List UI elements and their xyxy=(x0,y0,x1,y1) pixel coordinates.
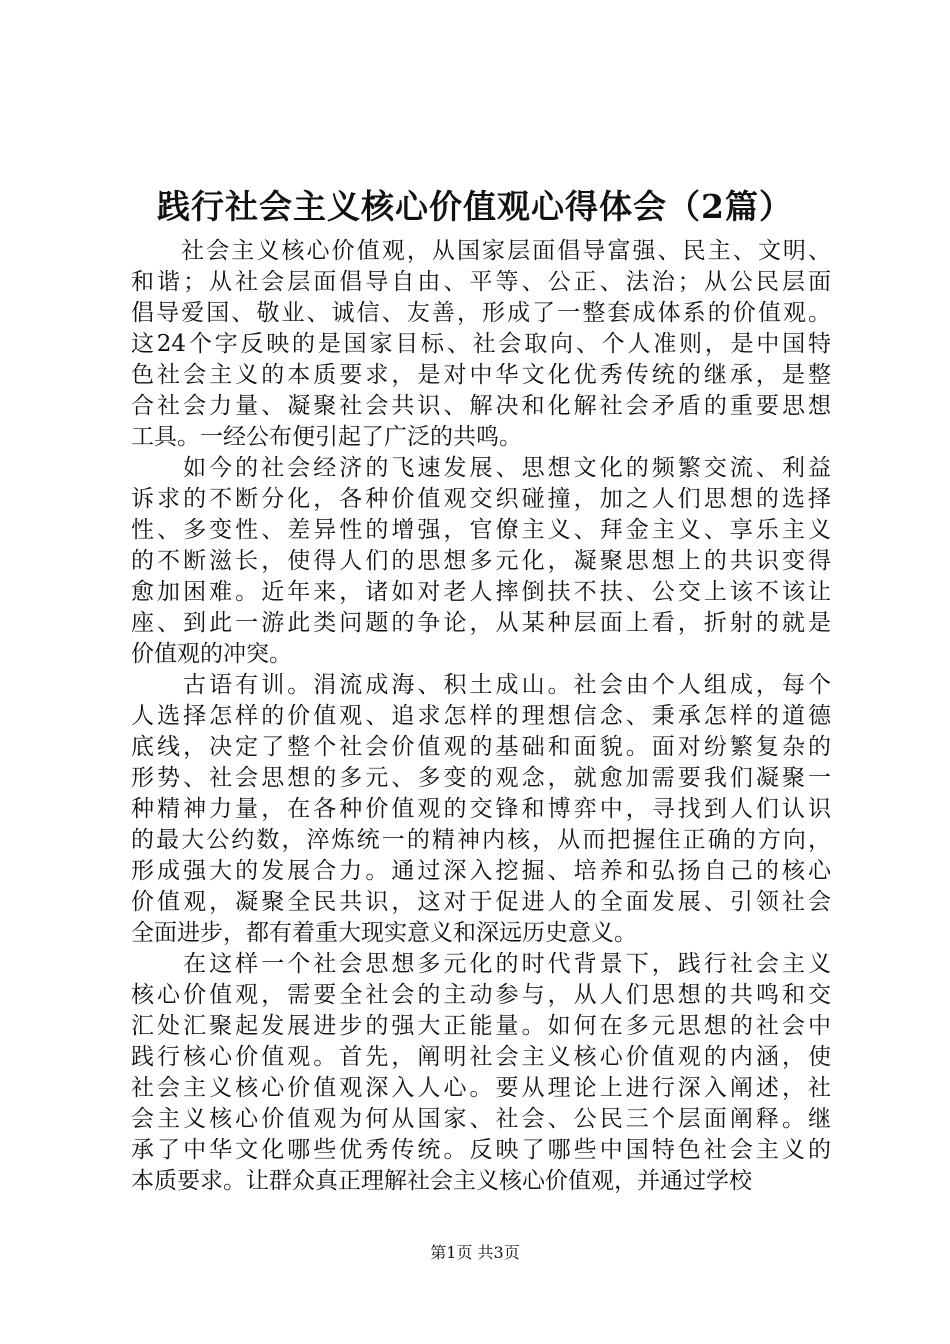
text-line: 践行核心价值观。首先，阐明社会主义核心价值观的内涵，使 xyxy=(131,1044,831,1070)
text-line: 合社会力量、凝聚社会共识、解决和化解社会矛盾的重要思想 xyxy=(131,393,831,419)
text-line: 座、到此一游此类问题的争论，从某种层面上看，折射的就是 xyxy=(131,610,831,636)
page-footer: 第1页 共3页 xyxy=(430,1243,520,1262)
text-line: 如今的社会经济的飞速发展、思想文化的频繁交流、利益 xyxy=(131,455,831,481)
text-line: 愈加困难。近年来，诸如对老人摔倒扶不扶、公交上该不该让 xyxy=(131,579,831,605)
text-line: 古语有训。涓流成海、积土成山。社会由个人组成，每个 xyxy=(131,672,831,698)
text-line: 本质要求。让群众真正理解社会主义核心价值观，并通过学校 xyxy=(131,1168,752,1194)
text-line: 倡导爱国、敬业、诚信、友善，形成了一整套成体系的价值观。 xyxy=(131,300,831,326)
text-line: 诉求的不断分化，各种价值观交织碰撞，加之人们思想的选择 xyxy=(131,486,831,512)
text-line: 核心价值观，需要全社会的主动参与，从人们思想的共鸣和交 xyxy=(131,982,831,1008)
text-line: 色社会主义的本质要求，是对中华文化优秀传统的继承，是整 xyxy=(131,362,831,388)
text-line: 人选择怎样的价值观、追求怎样的理想信念、秉承怎样的道德 xyxy=(131,703,831,729)
text-line: 性、多变性、差异性的增强，官僚主义、拜金主义、享乐主义 xyxy=(131,517,831,543)
document-body xyxy=(131,236,831,1197)
paragraph xyxy=(131,453,831,670)
text-line: 价值观，凝聚全民共识，这对于促进人的全面发展、引领社会 xyxy=(131,889,831,915)
text-line: 汇处汇聚起发展进步的强大正能量。如何在多元思想的社会中 xyxy=(131,1013,831,1039)
text-line: 价值观的冲突。 xyxy=(131,641,292,667)
text-line: 在这样一个社会思想多元化的时代背景下，践行社会主义 xyxy=(131,951,831,977)
text-line: 全面进步，都有着重大现实意义和深远历史意义。 xyxy=(131,920,637,946)
document-title: 践行社会主义核心价值观心得体会（2篇） xyxy=(157,187,793,226)
text-line: 种精神力量，在各种价值观的交锋和博弈中，寻找到人们认识 xyxy=(131,796,831,822)
text-line: 这24个字反映的是国家目标、社会取向、个人准则，是中国特 xyxy=(131,331,831,357)
text-line: 承了中华文化哪些优秀传统。反映了哪些中国特色社会主义的 xyxy=(131,1137,831,1163)
text-line: 形成强大的发展合力。通过深入挖掘、培养和弘扬自己的核心 xyxy=(131,858,831,884)
paragraph xyxy=(131,949,831,1197)
text-line: 工具。一经公布便引起了广泛的共鸣。 xyxy=(131,424,522,450)
paragraph xyxy=(131,236,831,453)
text-line: 的最大公约数，淬炼统一的精神内核，从而把握住正确的方向， xyxy=(131,827,831,853)
text-line: 社会主义核心价值观深入人心。要从理论上进行深入阐述，社 xyxy=(131,1075,831,1101)
text-line: 形势、社会思想的多元、多变的观念，就愈加需要我们凝聚一 xyxy=(131,765,831,791)
paragraph xyxy=(131,670,831,949)
text-line: 会主义核心价值观为何从国家、社会、公民三个层面阐释。继 xyxy=(131,1106,831,1132)
text-line: 和谐；从社会层面倡导自由、平等、公正、法治；从公民层面 xyxy=(131,269,831,295)
text-line: 社会主义核心价值观，从国家层面倡导富强、民主、文明、 xyxy=(131,238,831,264)
text-line: 底线，决定了整个社会价值观的基础和面貌。面对纷繁复杂的 xyxy=(131,734,831,760)
text-line: 的不断滋长，使得人们的思想多元化，凝聚思想上的共识变得 xyxy=(131,548,831,574)
